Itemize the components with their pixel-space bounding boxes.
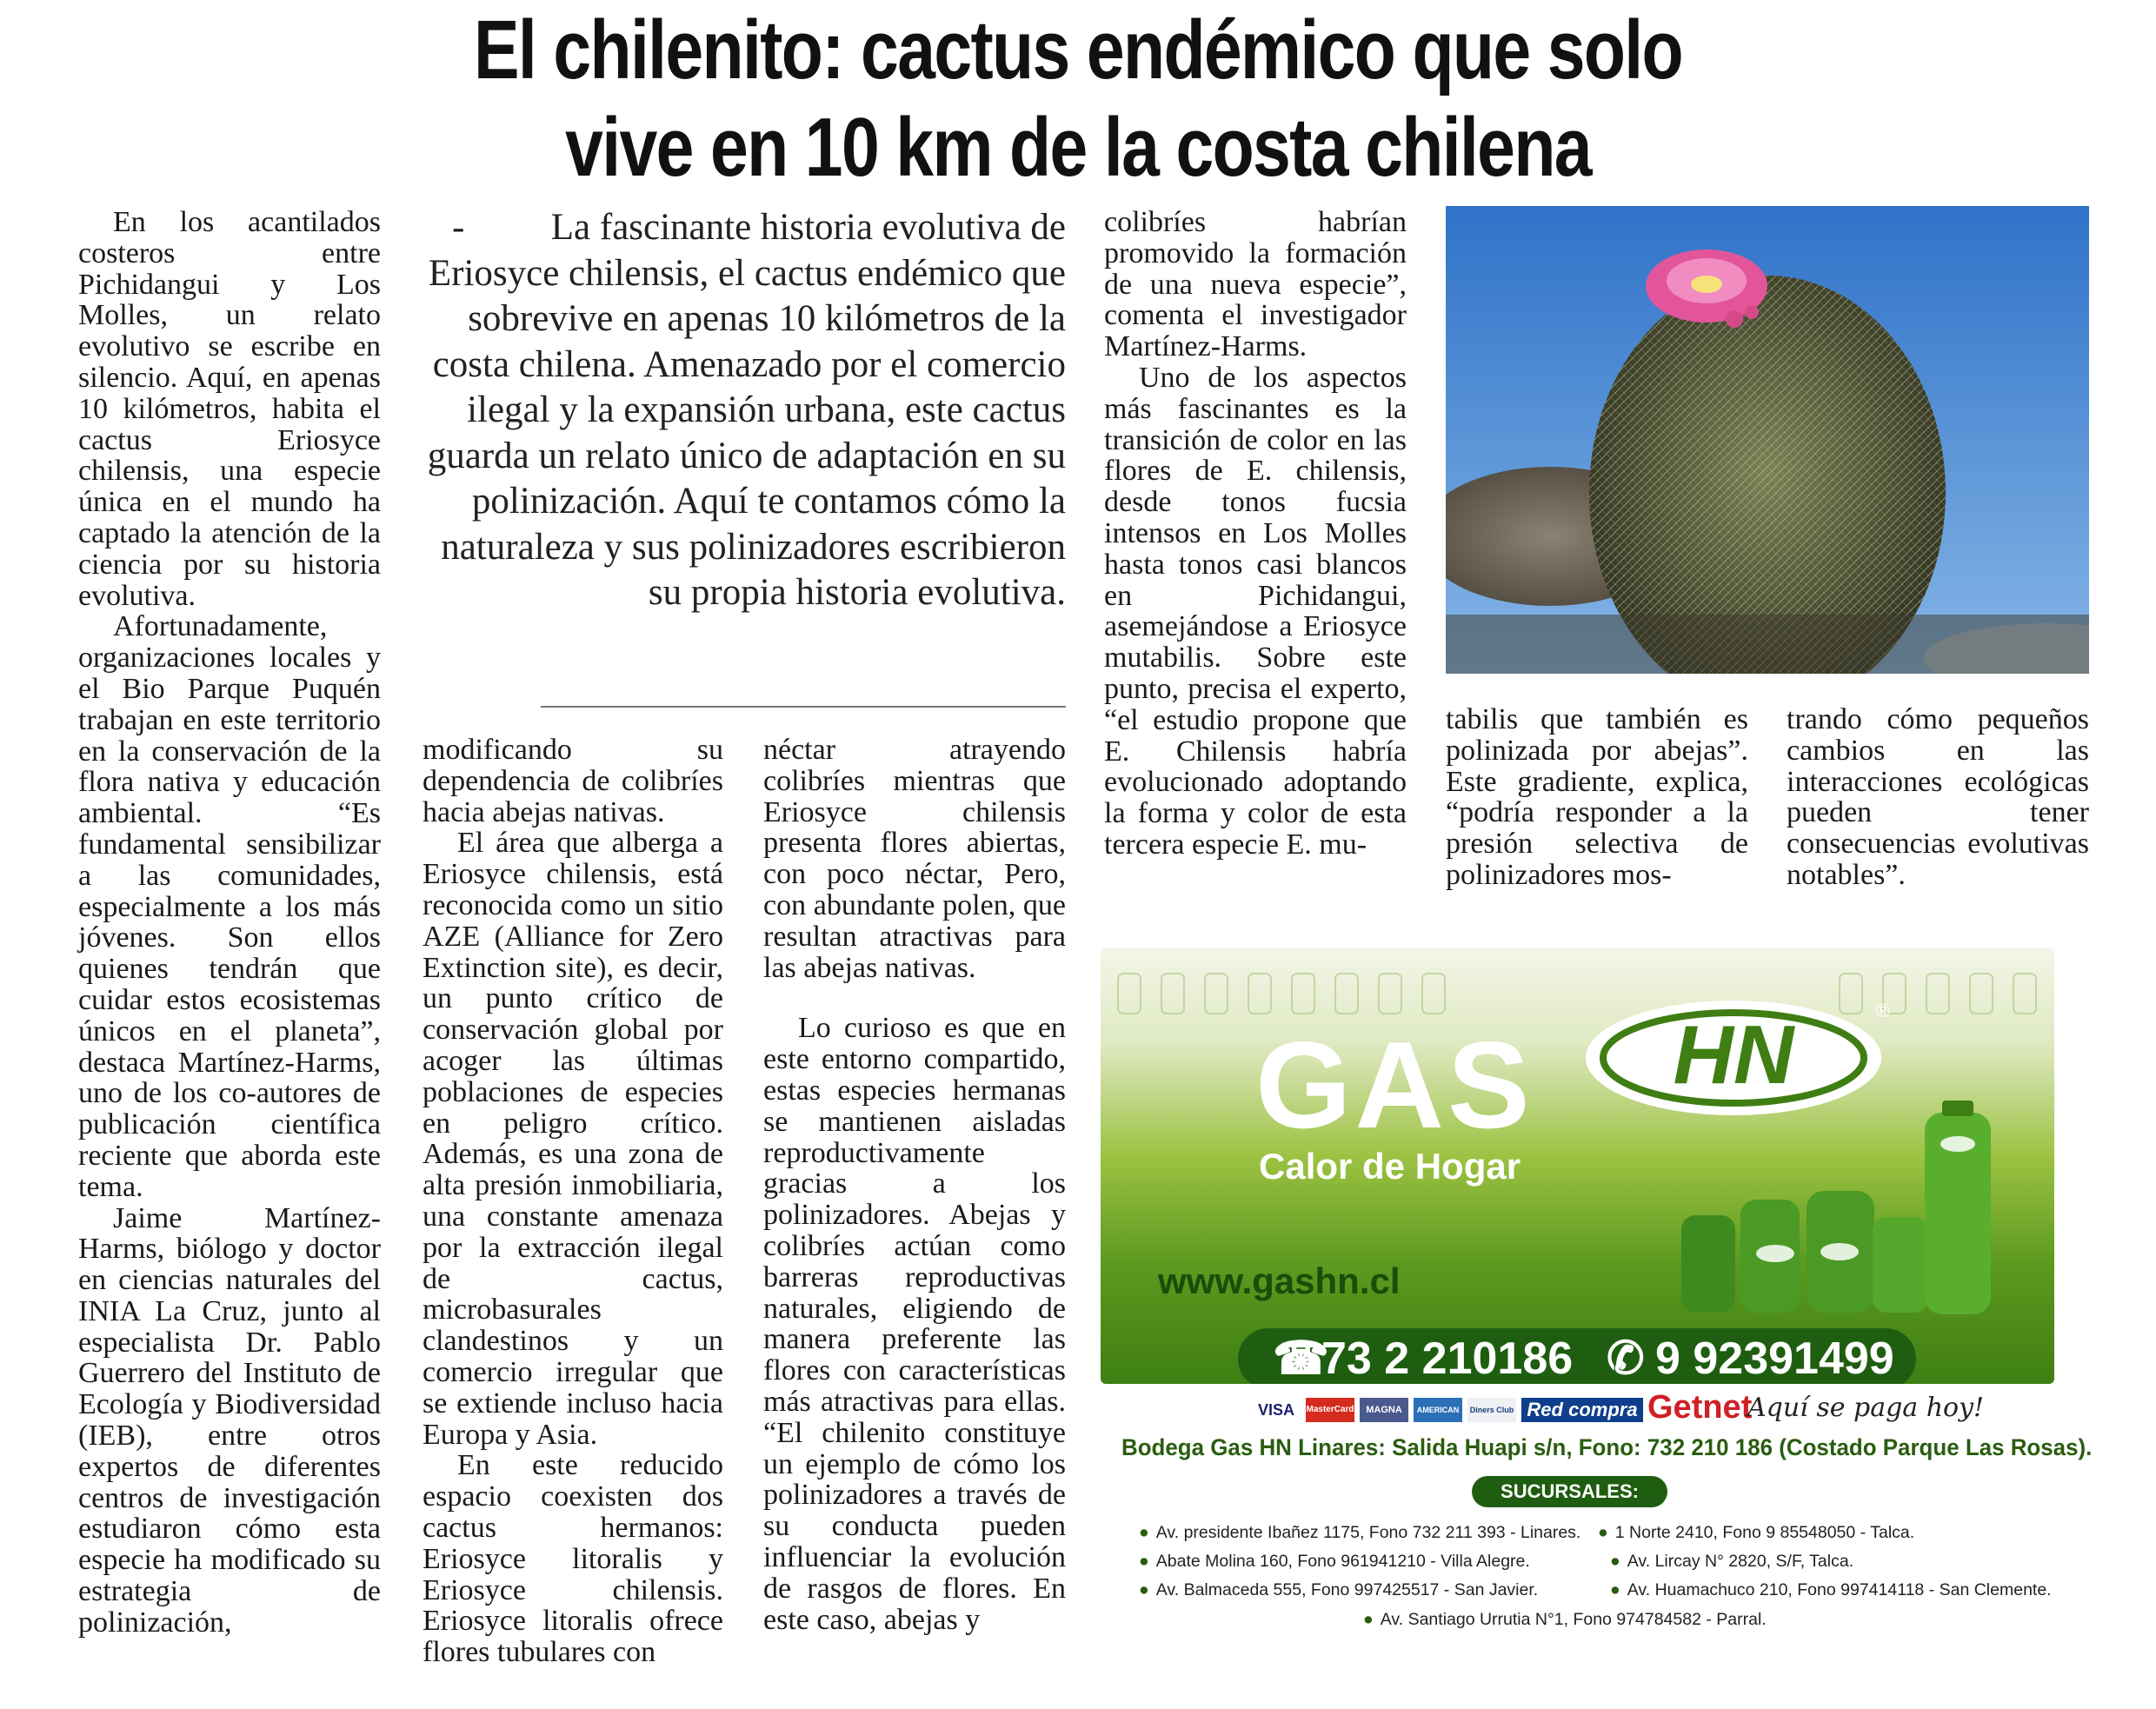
col1-paragraph-2: Afortunadamente, organizaciones locales y el Bio Parque Puquén trabajan en este territorio en la conservación de la flora nativa y educación ambiental. “Es fundamental sensibilizar a las comunidades, especialmente a los más jóvenes. Son ellos quienes tendrán que cuidar estos ecosistemas únicos en el planeta”, destaca Martínez-Harms, uno de los co-autores de publicación científica reciente que aborda este tema. bbox=[78, 610, 381, 1203]
branch-item: ● Abate Molina 160, Fono 961941210 - Villa Alegre. bbox=[1139, 1552, 1530, 1571]
diners-logo: Diners Club bbox=[1467, 1398, 1516, 1422]
col3-paragraph-1: néctar atrayendo colibríes mientras que Eriosyce chilensis presenta flores abiertas, con poco néctar, Pero, con abundante polen, que resultan atractivas para las abejas nativas. bbox=[763, 734, 1066, 984]
lead-dash: - bbox=[452, 207, 465, 248]
title-line-1: El chilenito: cactus endémico que solo bbox=[474, 3, 1682, 96]
column-5 bbox=[1446, 704, 1748, 891]
hn-logo-text: HN bbox=[1673, 1008, 1794, 1101]
redcompra-logo: Red compra bbox=[1521, 1398, 1643, 1422]
phone-landline[interactable]: 73 2 210186 bbox=[1321, 1333, 1574, 1384]
col4-paragraph-1: colibríes habrían promovido la formación de una nueva especie”, comenta el investigador Martínez-Harms. bbox=[1104, 206, 1407, 363]
whatsapp-icon: ✆ bbox=[1607, 1333, 1645, 1384]
getnet-logo: Getnet bbox=[1647, 1389, 1753, 1426]
lead-divider bbox=[541, 706, 1066, 708]
article-title bbox=[194, 2, 1962, 196]
column-4 bbox=[1104, 207, 1407, 861]
col6-paragraph-1: trando cómo pequeños cambios en las interacciones ecológicas pueden tener consecuencias evolutivas notables”. bbox=[1787, 703, 2089, 891]
ad-website-link[interactable]: www.gashn.cl bbox=[1158, 1260, 1401, 1301]
ad-slogan: Aquí se paga hoy! bbox=[1747, 1393, 1985, 1423]
phone-icon: ☎ bbox=[1273, 1333, 1329, 1384]
ad-brand-gas: GAS bbox=[1255, 1016, 1534, 1154]
column-1 bbox=[78, 207, 381, 1639]
branch-item: ● Av. Balmaceda 555, Fono 997425517 - San Javier. bbox=[1139, 1580, 1539, 1599]
col2-paragraph-3: En este reducido espacio coexisten dos cactus hermanos: Eriosyce litoralis y Eriosyce chilensis. Eriosyce litoralis ofrece flores tubulares con bbox=[423, 1449, 723, 1669]
phone-mobile[interactable]: 9 92391499 bbox=[1655, 1333, 1894, 1384]
col3-paragraph-2: Lo curioso es que en este entorno compartido, estas especies hermanas se mantienen aisladas reproductivamente gracias a los polinizadores. Abejas y colibríes actúan como barreras reproductivas naturales, eligiendo de manera preferente las flores con características más atractivas para ellas. “El chilenito constituye un ejemplo de cómo los polinizadores a través de su conducta pueden influenciar la evolución de rasgos de flores. En este caso, abejas y bbox=[763, 1012, 1066, 1636]
bodega-address: Bodega Gas HN Linares: Salida Huapi s/n, Fono: 732 210 186 (Costado Parque Las Rosas). bbox=[1121, 1434, 2093, 1460]
branch-item: ● Av. Santiago Urrutia N°1, Fono 974784582 - Parral. bbox=[1363, 1610, 1767, 1629]
ad-phone-bar bbox=[1238, 1328, 1916, 1384]
col1-paragraph-3: Jaime Martínez-Harms, biólogo y doctor en ciencias naturales del INIA La Cruz, junto al especialista Dr. Pablo Guerrero del Instituto de Ecología y Biodiversidad (IEB), entre otros expertos de diferentes centros de investigación estudiaron cómo esta especie ha modificado su estrategia de polinización, bbox=[78, 1201, 381, 1639]
cactus-illustration bbox=[1446, 206, 2089, 674]
lead-paragraph: La fascinante historia evolutiva de Eriosyce chilensis, el cactus endémico que sobrevive en apenas 10 kilómetros de la costa chilena. Amenazado por el comercio ilegal y la expansión urbana, este cactus guarda un relato único de adaptación en su polinización. Aquí te contamos cómo la naturaleza y sus polinizadores escribieron su propia historia evolutiva. bbox=[427, 207, 1066, 613]
amex-logo: AMERICAN bbox=[1414, 1398, 1462, 1422]
branch-item: ● Av. Huamachuco 210, Fono 997414118 - San Clemente. bbox=[1610, 1580, 2052, 1599]
branch-item: ● Av. Lircay N° 2820, S/F, Talca. bbox=[1610, 1552, 1854, 1571]
col5-paragraph-1: tabilis que también es polinizada por abejas”. Este gradiente, explica, “podría responder a la presión selectiva de polinizadores mos- bbox=[1446, 703, 1748, 891]
sucursales-badge: SUCURSALES: bbox=[1472, 1476, 1667, 1507]
hn-logo-icon bbox=[1577, 993, 1890, 1123]
visa-logo: VISA bbox=[1257, 1401, 1294, 1419]
mastercard-logo: MasterCard bbox=[1306, 1398, 1354, 1422]
col4-paragraph-2: Uno de los aspectos más fascinantes es la transición de color en las flores de E. chilensis, desde tonos fucsia intensos en Los Molles hasta tonos casi blancos en Pichidangui, asemejándose a Eriosyce mutabilis. Sobre este punto, precisa el experto, “el estudio propone que E. Chilensis habría evolucionado adoptando la forma y color de esta tercera especie E. mu- bbox=[1104, 361, 1407, 861]
col2-paragraph-1: modificando su dependencia de colibríes hacia abejas nativas. bbox=[423, 734, 723, 828]
gas-cylinders bbox=[1681, 1101, 1991, 1314]
registered-mark: ® bbox=[1875, 1000, 1890, 1021]
gas-hn-advertisement bbox=[1101, 948, 2054, 1384]
column-6 bbox=[1787, 704, 2089, 891]
column-3 bbox=[763, 735, 1066, 1635]
cactus-photo bbox=[1446, 206, 2089, 674]
magna-logo: MAGNA bbox=[1360, 1398, 1408, 1422]
col1-paragraph-1: En los acantilados costeros entre Pichidangui y Los Molles, un relato evolutivo se escribe en silencio. Aquí, en apenas 10 kilómetros, habita el cactus Eriosyce chilensis, una especie única en el mundo ha captado la atención de la ciencia por su historia evolutiva. bbox=[78, 206, 381, 612]
col2-paragraph-2: El área que alberga a Eriosyce chilensis, está reconocida como un sitio AZE (Alliance for Zero Extinction site), es decir, un punto crítico de conservación global por acoger las últimas poblaciones de especies en peligro crítico. Además, es una zona de alta presión inmobiliaria, una constante amenaza por la extracción ilegal de cactus, microbasurales clandestinos y un comercio irregular que se extiende incluso hacia Europa y Asia. bbox=[423, 827, 723, 1451]
title-line-2: vive en 10 km de la costa chilena bbox=[565, 101, 1591, 194]
branch-item: ● 1 Norte 2410, Fono 9 85548050 - Talca. bbox=[1598, 1523, 1915, 1542]
ad-tagline: Calor de Hogar bbox=[1259, 1146, 1521, 1187]
branch-item: ● Av. presidente Ibañez 1175, Fono 732 211 393 - Linares. bbox=[1139, 1523, 1581, 1542]
column-2 bbox=[423, 735, 723, 1668]
